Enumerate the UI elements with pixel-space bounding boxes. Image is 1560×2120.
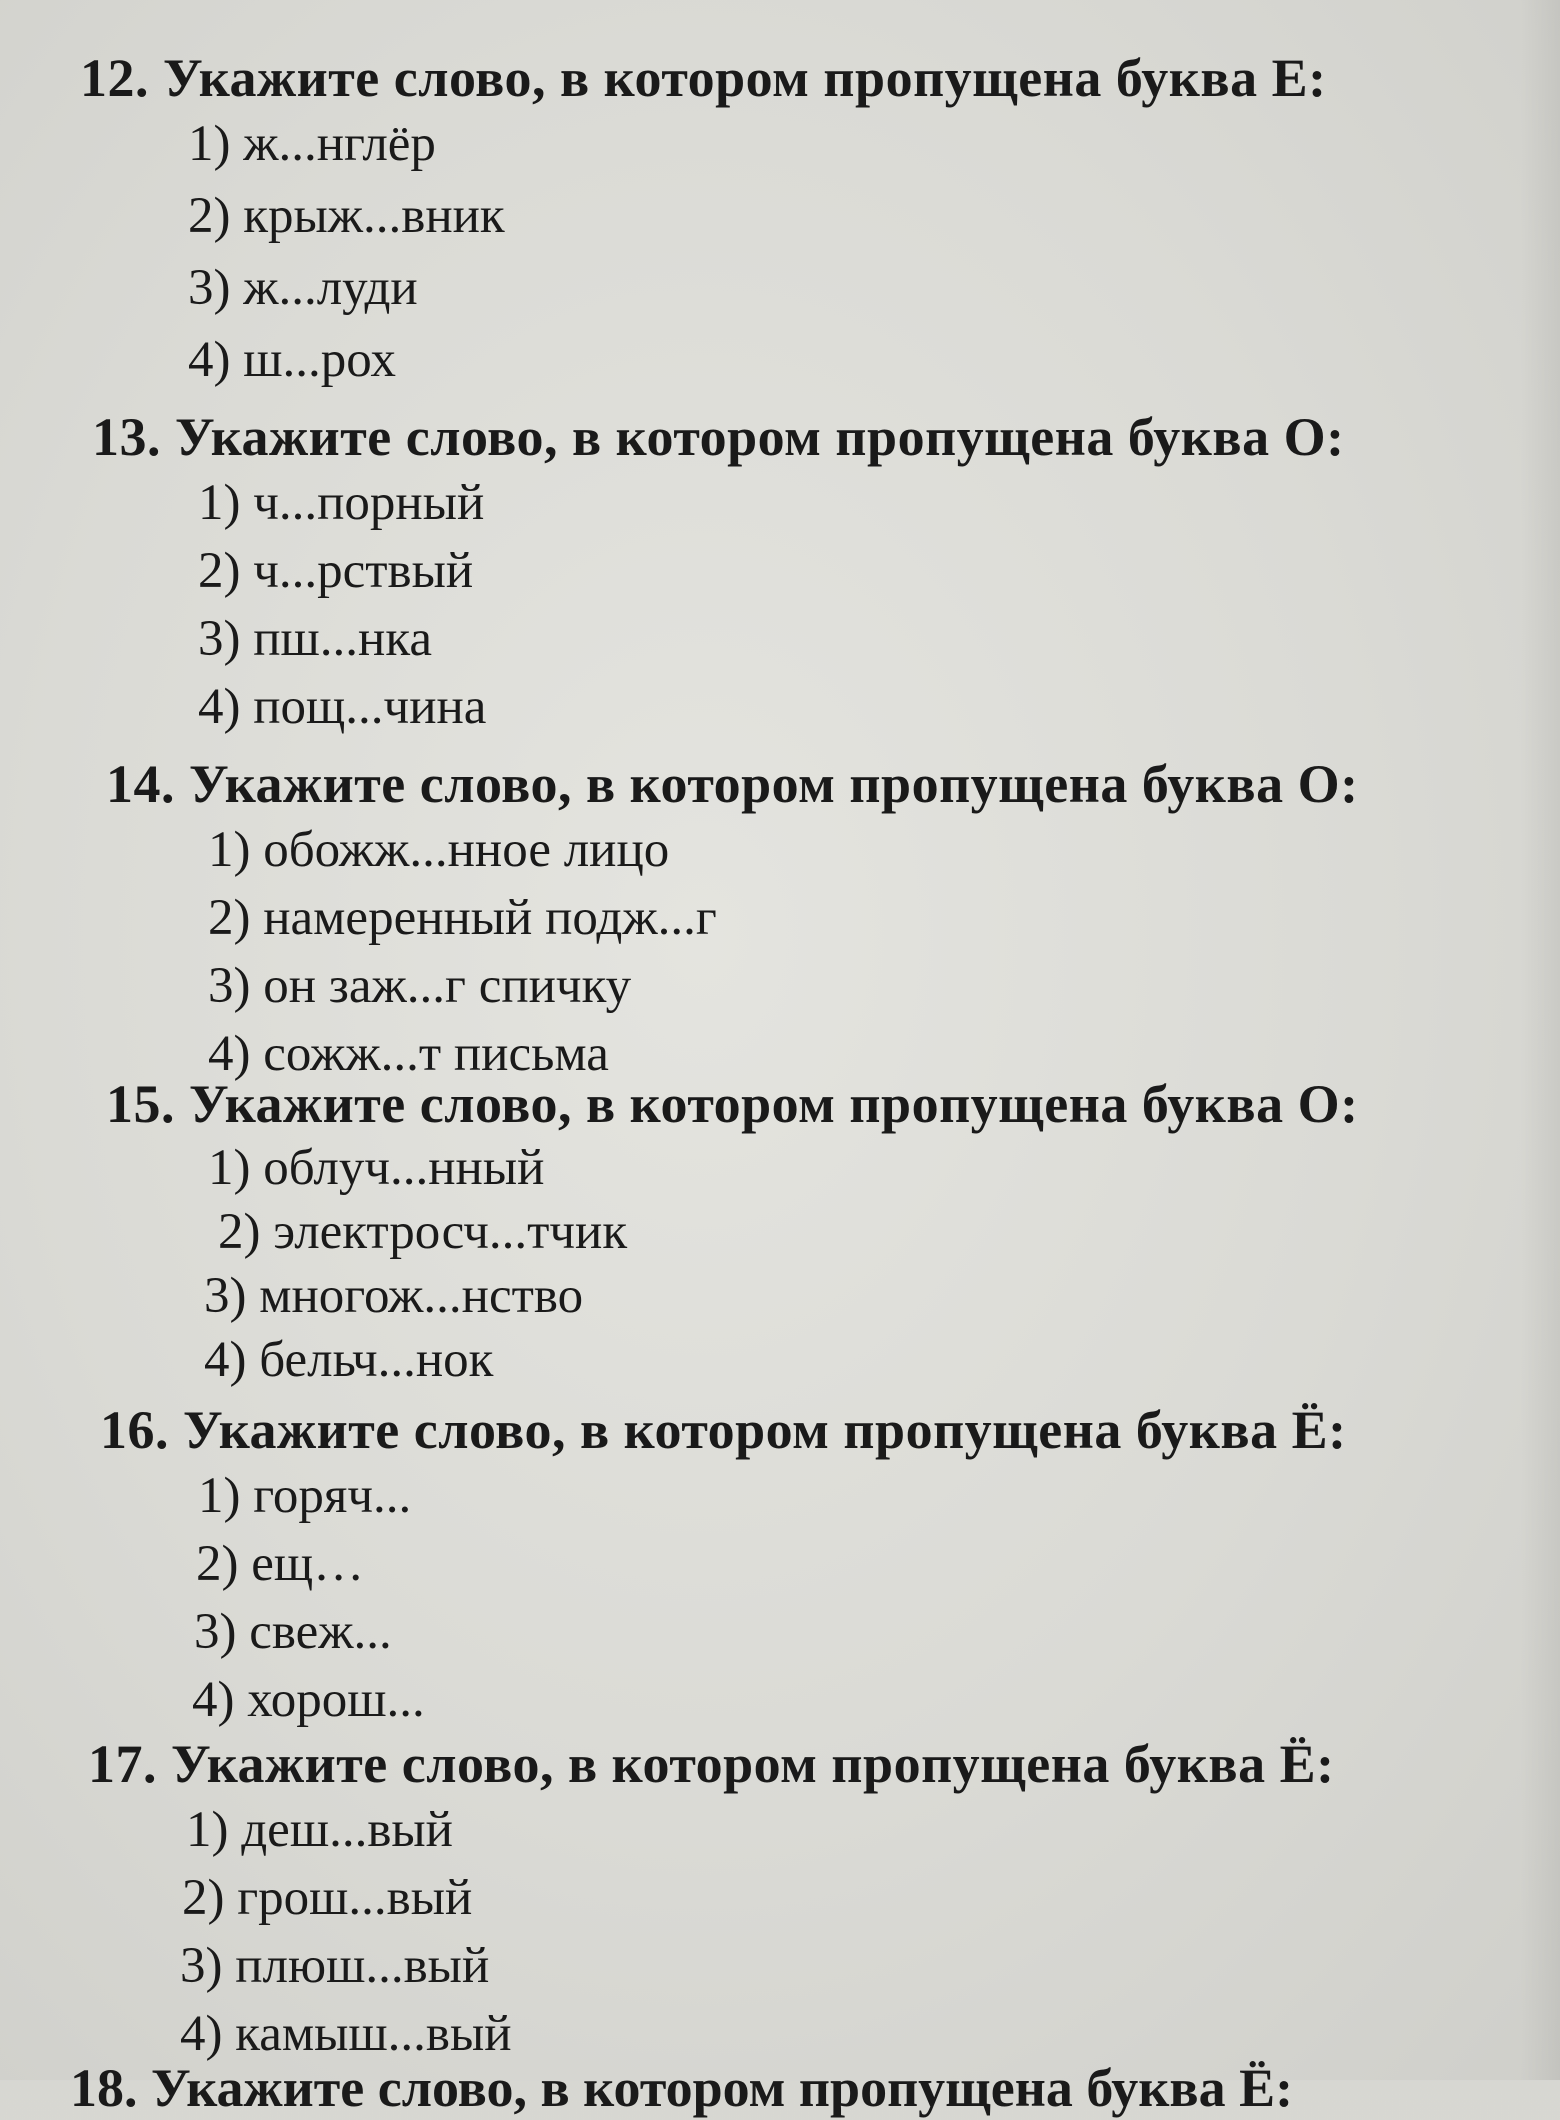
answer-option: 3) многож...нство (204, 1268, 584, 1324)
question-15 (0, 1072, 1560, 1392)
answer-option: 4) сожж...т письма (208, 1026, 609, 1082)
answer-option: 2) крыж...вник (188, 188, 505, 244)
answer-option: 4) пощ...чина (198, 679, 487, 735)
answer-option: 3) ж...луди (188, 260, 418, 316)
answer-option: 3) пш...нка (198, 611, 432, 667)
answer-option: 2) электросч...тчик (218, 1204, 628, 1260)
question-title: 15. Укажите слово, в котором пропущена буква О: (106, 1074, 1359, 1134)
answer-option: 1) деш...вый (186, 1802, 453, 1858)
question-title: 16. Укажите слово, в котором пропущена буква Ё: (100, 1400, 1347, 1460)
answer-option: 1) обожж...нное лицо (208, 822, 670, 878)
question-14 (0, 752, 1560, 1088)
question-13 (0, 405, 1560, 741)
question-title: 12. Укажите слово, в котором пропущена буква Е: (80, 48, 1327, 108)
answer-option: 2) ч...рствый (198, 543, 474, 599)
question-17 (0, 1732, 1560, 2062)
answer-option: 2) намеренный подж...г (208, 890, 717, 946)
answer-option: 1) горяч... (198, 1468, 412, 1524)
answer-option: 4) хорош... (192, 1672, 425, 1728)
answer-option: 1) ч...порный (198, 475, 485, 531)
question-16 (0, 1398, 1560, 1734)
question-title: 17. Укажите слово, в котором пропущена буква Ё: (88, 1734, 1335, 1794)
answer-option: 1) ж...нглёр (188, 116, 436, 172)
answer-option: 4) камыш...вый (180, 2006, 512, 2062)
answer-option: 3) он заж...г спичку (208, 958, 632, 1014)
answer-option: 2) ещ… (196, 1536, 365, 1592)
answer-option: 4) ш...рох (188, 332, 396, 388)
question-title: 14. Укажите слово, в котором пропущена буква О: (106, 754, 1359, 814)
answer-option: 3) свеж... (194, 1604, 392, 1660)
question-12 (0, 46, 1560, 394)
answer-option: 2) грош...вый (182, 1870, 473, 1926)
cut-off-question-18: 18. Укажите слово, в котором пропущена буква Ё: (70, 2058, 1294, 2118)
answer-option: 3) плюш...вый (180, 1938, 490, 1994)
question-title: 13. Укажите слово, в котором пропущена буква О: (92, 407, 1345, 467)
answer-option: 1) облуч...нный (208, 1140, 545, 1196)
answer-option: 4) бельч...нок (204, 1332, 494, 1388)
